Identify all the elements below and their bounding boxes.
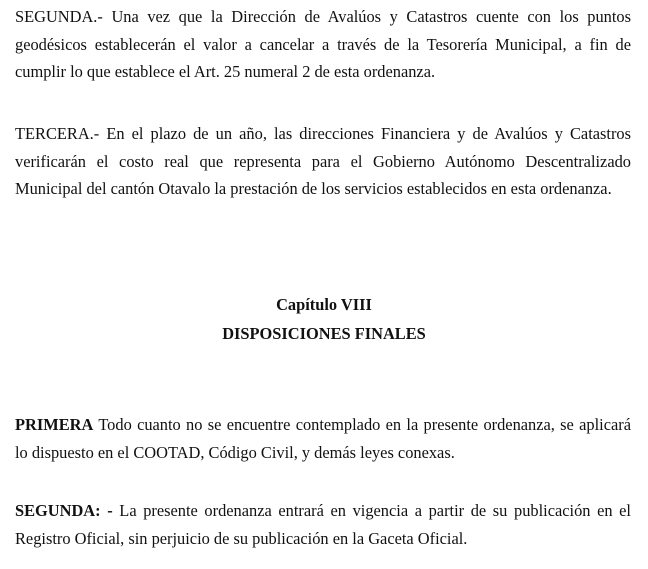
provision-text: Todo cuanto no se encuentre contemplado en la presente ordenanza, se aplicará lo dispuesto en el COOTAD, Código Civil, y demás leyes conexas.	[15, 415, 631, 462]
provision-text: En el plazo de un año, las direcciones Financiera y de Avalúos y Catastros verificarán el costo real que representa para el Gobierno Autónomo Descentralizado Municipal del cantón Otavalo la prestación de los servicios establecidos en esta ordenanza.	[15, 124, 631, 199]
transitional-provision-segunda	[15, 3, 631, 86]
provision-text: Una vez que la Dirección de Avalúos y Catastros cuente con los puntos geodésicos establecerán el valor a cancelar a través de la Tesorería Municipal, a fin de cumplir lo que establece el Art. 25 numeral 2 de esta ordenanza.	[15, 7, 631, 82]
provision-label: PRIMERA	[15, 415, 94, 435]
final-provision-segunda	[15, 497, 631, 552]
provision-label: SEGUNDA.-	[15, 7, 103, 27]
transitional-provision-tercera	[15, 120, 631, 203]
chapter-subtitle: DISPOSICIONES FINALES	[222, 324, 426, 343]
provision-text: La presente ordenanza entrará en vigencia a partir de su publicación en el Registro Oficial, sin perjuicio de su publicación en la Gaceta Oficial.	[15, 501, 631, 548]
chapter-title: Capítulo VIII	[276, 295, 372, 314]
provision-label: SEGUNDA: -	[15, 501, 113, 521]
provision-label: TERCERA.-	[15, 124, 100, 144]
final-provision-primera	[15, 411, 631, 466]
